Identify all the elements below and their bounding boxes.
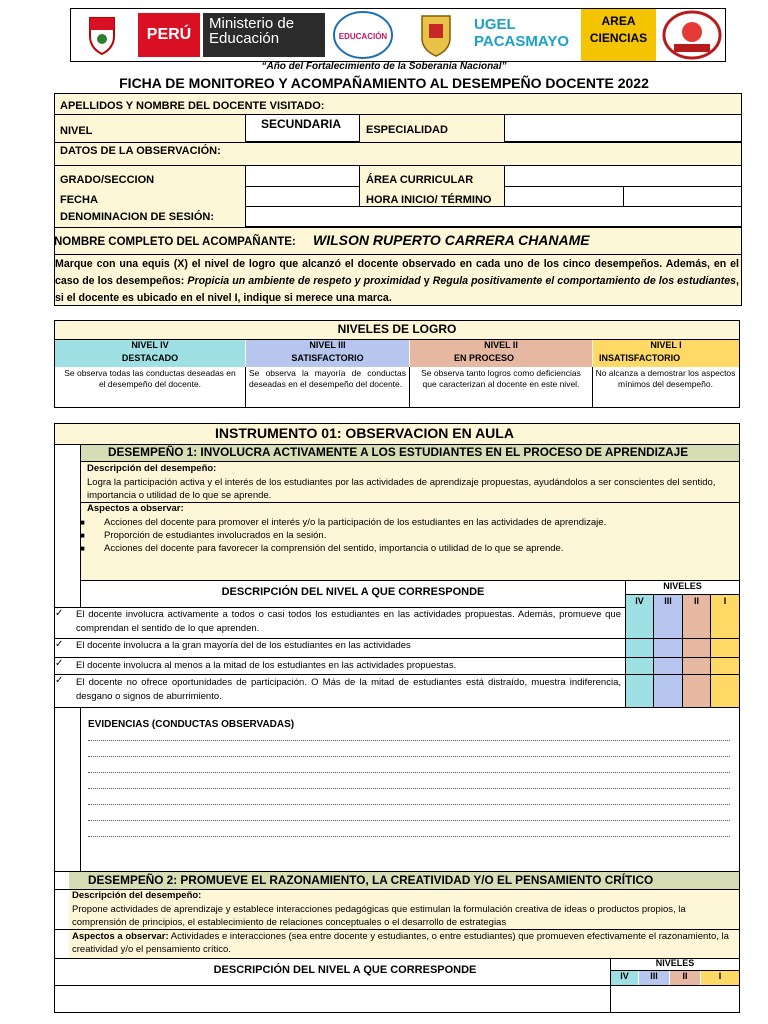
d1-evidence-label: EVIDENCIAS (CONDUCTAS OBSERVADAS) (88, 719, 295, 730)
level-i-name: INSATISFACTORIO (593, 353, 739, 367)
instruction-part-3: , si el docente es ubicado en el nivel I, indique si merece una marca. (55, 275, 739, 304)
divider (54, 254, 742, 255)
level-iv-description: Se observa todas las conductas deseadas en el desempeño del docente. (64, 368, 236, 389)
instructions-text (55, 256, 739, 307)
level-iii-name: SATISFACTORIO (246, 353, 409, 367)
levels-title: NIVELES DE LOGRO (337, 322, 457, 336)
d1-aspects-label: Aspectos a observar: (87, 503, 184, 514)
d2-desc-label: Descripción del desempeño: (72, 890, 202, 901)
d1-col-iii (654, 595, 682, 707)
d2-level-desc-header: DESCRIPCIÓN DEL NIVEL A QUE CORRESPONDE (213, 964, 477, 976)
check-icon: ✓ (55, 639, 64, 650)
check-icon: ✓ (55, 608, 64, 619)
level-i-description: No alcanza a demostrar los aspectos mínimos del desempeño. (595, 368, 736, 389)
campaign-logo (332, 10, 394, 60)
grade-label: GRADO/SECCION (60, 174, 155, 186)
divider (682, 595, 683, 707)
d1-row-3-text: El docente involucra al menos a la mitad de los estudiantes en las actividades propuestas. (76, 660, 457, 671)
level-iv-header: NIVEL IV (55, 340, 245, 353)
level-value: SECUNDARIA (260, 117, 341, 131)
divider (54, 227, 742, 228)
divider (54, 638, 740, 639)
d1-level-desc-header: DESCRIPCIÓN DEL NIVEL A QUE CORRESPONDE (221, 586, 485, 598)
ugel-label: UGEL PACASMAYO (474, 16, 570, 50)
regional-government-logo (412, 10, 460, 60)
divider (80, 707, 81, 871)
check-icon: ✓ (55, 658, 64, 669)
d2-levels-header: NIVELES (655, 958, 695, 968)
d1-col-ii-label: II (693, 596, 699, 606)
level-iii-description: Se observa la mayoría de conductas deseadas en el desempeño del docente. (249, 368, 406, 389)
date-label: FECHA (60, 194, 98, 206)
year-motto: “Año del Fortalecimiento de la Soberanía Nacional” (261, 61, 507, 72)
bullet-icon: ■ (80, 531, 85, 540)
level-iii-header: NIVEL III (246, 340, 409, 353)
d1-col-iv-label: IV (635, 596, 644, 606)
specialty-label: ESPECIALIDAD (366, 124, 448, 136)
instruction-emphasis-1: Propicia un ambiente de respeto y proximidad (187, 275, 421, 287)
date-field[interactable] (245, 186, 360, 207)
instruction-part-2: y (420, 275, 433, 287)
divider (710, 595, 711, 707)
level-ii-name: EN PROCESO (410, 353, 592, 367)
d2-col-ii: II (670, 971, 700, 985)
time-label: HORA INICIO/ TÉRMINO (366, 194, 492, 206)
main-title: FICHA DE MONITOREO Y ACOMPAÑAMIENTO AL DESEMPEÑO DOCENTE 2022 (119, 75, 649, 91)
d1-row-4-text: El docente no ofrece oportunidades de participación. O Más de la mitad de estudiantes está distraído, muestra indiferencia, desgano o signos de aburrimiento. (76, 677, 621, 702)
d2-aspects-label: Aspectos a observar: (72, 931, 169, 942)
bullet-icon: ■ (80, 518, 85, 527)
level-label: NIVEL (60, 125, 93, 137)
level-iv-name: DESTACADO (55, 353, 245, 367)
level-i-header: NIVEL I (593, 340, 739, 353)
divider (54, 657, 740, 658)
divider (54, 142, 742, 143)
session-field[interactable] (245, 206, 742, 227)
divider (409, 367, 410, 408)
d1-aspect-1: Acciones del docente para promover el interés y/o la participación de los estudiantes en las actividades de aprendizaje. (104, 517, 607, 528)
d1-desc-text: Logra la participación activa y el interés de los estudiantes por las actividades de aprendizaje propuestas, ayudándolos a ser conscientes del sentido, importancia o utilidad de lo que se aprende. (87, 477, 716, 501)
school-logo (662, 10, 722, 60)
evidence-lines[interactable] (88, 740, 730, 837)
curricular-area-field[interactable] (504, 165, 742, 187)
time-end-field[interactable] (623, 186, 742, 207)
peru-emblem-icon (82, 14, 122, 56)
svg-text:EDUCACIÓN: EDUCACIÓN (338, 32, 388, 41)
specialty-field[interactable] (504, 114, 742, 142)
d1-aspects-list (80, 516, 640, 555)
check-icon: ✓ (55, 675, 64, 686)
instruction-emphasis-2: Regula positivamente el comportamiento de los estudiantes (432, 275, 737, 287)
d2-col-iv: IV (611, 971, 638, 985)
d1-col-i (711, 595, 739, 707)
d2-col-i: I (701, 971, 739, 985)
curricular-area-label: ÁREA CURRICULAR (366, 174, 474, 186)
d1-desc-label: Descripción del desempeño: (87, 463, 217, 474)
d2-aspects (72, 930, 732, 956)
divider (54, 674, 740, 675)
time-start-field[interactable] (504, 186, 624, 207)
d1-aspect-3: Acciones del docente para favorecer la comprensión del sentido, importancia o utilidad de lo que se aprende. (104, 543, 564, 554)
d1-aspect-item (80, 529, 640, 542)
d2-desc-text: Propone actividades de aprendizaje y establece interacciones pedagógicas que estimulan la formulación creativa de ideas o productos propios, la comprensión de principios, el establecimiento de relaciones conceptuales o el desarrollo de estrategias (72, 904, 686, 928)
d1-col-iv (626, 595, 653, 707)
d2-title: DESEMPEÑO 2: PROMUEVE EL RAZONAMIENTO, LA CREATIVIDAD Y/O EL PENSAMIENTO CRÍTICO (88, 873, 654, 887)
d2-col-iii: III (639, 971, 669, 985)
companion-label: NOMBRE COMPLETO DEL ACOMPAÑANTE: (54, 236, 296, 248)
divider (54, 707, 740, 708)
instruction-part-1: Marque con una equis (X) el nivel de logro que alcanzó el docente observado en cada uno de los cinco desempeños. Además, en el caso de los desempeños: (55, 258, 739, 287)
divider (653, 595, 654, 707)
peru-label: PERÚ (138, 13, 200, 57)
instrument-title: INSTRUMENTO 01: OBSERVACION EN AULA (215, 425, 514, 441)
level-ii-description: Se observa tanto logros como deficiencias que caracterizan al docente en este nivel. (421, 368, 581, 389)
divider (592, 367, 593, 408)
observation-data-label: DATOS DE LA OBSERVACIÓN: (60, 145, 221, 157)
d1-levels-header: NIVELES (663, 581, 702, 591)
area-badge (581, 9, 656, 61)
d1-row-2-text: El docente involucra a la gran mayoría del de los estudiantes en las actividades (76, 640, 411, 651)
area-badge-line1: AREA (601, 14, 636, 28)
area-badge-line2: CIENCIAS (589, 31, 648, 45)
session-label: DENOMINACION DE SESIÓN: (60, 211, 215, 223)
ministry-label: Ministerio de Educación (203, 13, 325, 57)
divider (245, 367, 246, 408)
d1-col-iii-label: III (664, 596, 672, 606)
divider (54, 985, 740, 986)
d2-aspects-text: Actividades e interacciones (sea entre docente y estudiantes, o entre estudiantes) que promueven efectivamente el razonamiento, la creatividad y/o el pensamiento crítico. (72, 931, 729, 955)
d1-aspect-item (80, 542, 640, 555)
d1-col-ii (683, 595, 710, 707)
grade-field[interactable] (245, 165, 360, 187)
d1-row-1-text: El docente involucra activamente a todos o casi todos los estudiantes en las actividades propuestas. Además, promueve que comprendan el sentido de lo que aprenden. (76, 609, 621, 634)
d1-col-i-label: I (723, 596, 727, 606)
companion-value: WILSON RUPERTO CARRERA CHANAME (313, 232, 590, 248)
d1-title: DESEMPEÑO 1: INVOLUCRA ACTIVAMENTE A LOS ESTUDIANTES EN EL PROCESO DE APRENDIZAJE (108, 445, 689, 459)
bullet-icon: ■ (80, 544, 85, 553)
d1-aspect-2: Proporción de estudiantes involucrados en la sesión. (104, 530, 327, 541)
level-ii-header: NIVEL II (410, 340, 592, 353)
teacher-name-label: APELLIDOS Y NOMBRE DEL DOCENTE VISITADO: (60, 100, 325, 112)
d1-aspect-item (80, 516, 640, 529)
